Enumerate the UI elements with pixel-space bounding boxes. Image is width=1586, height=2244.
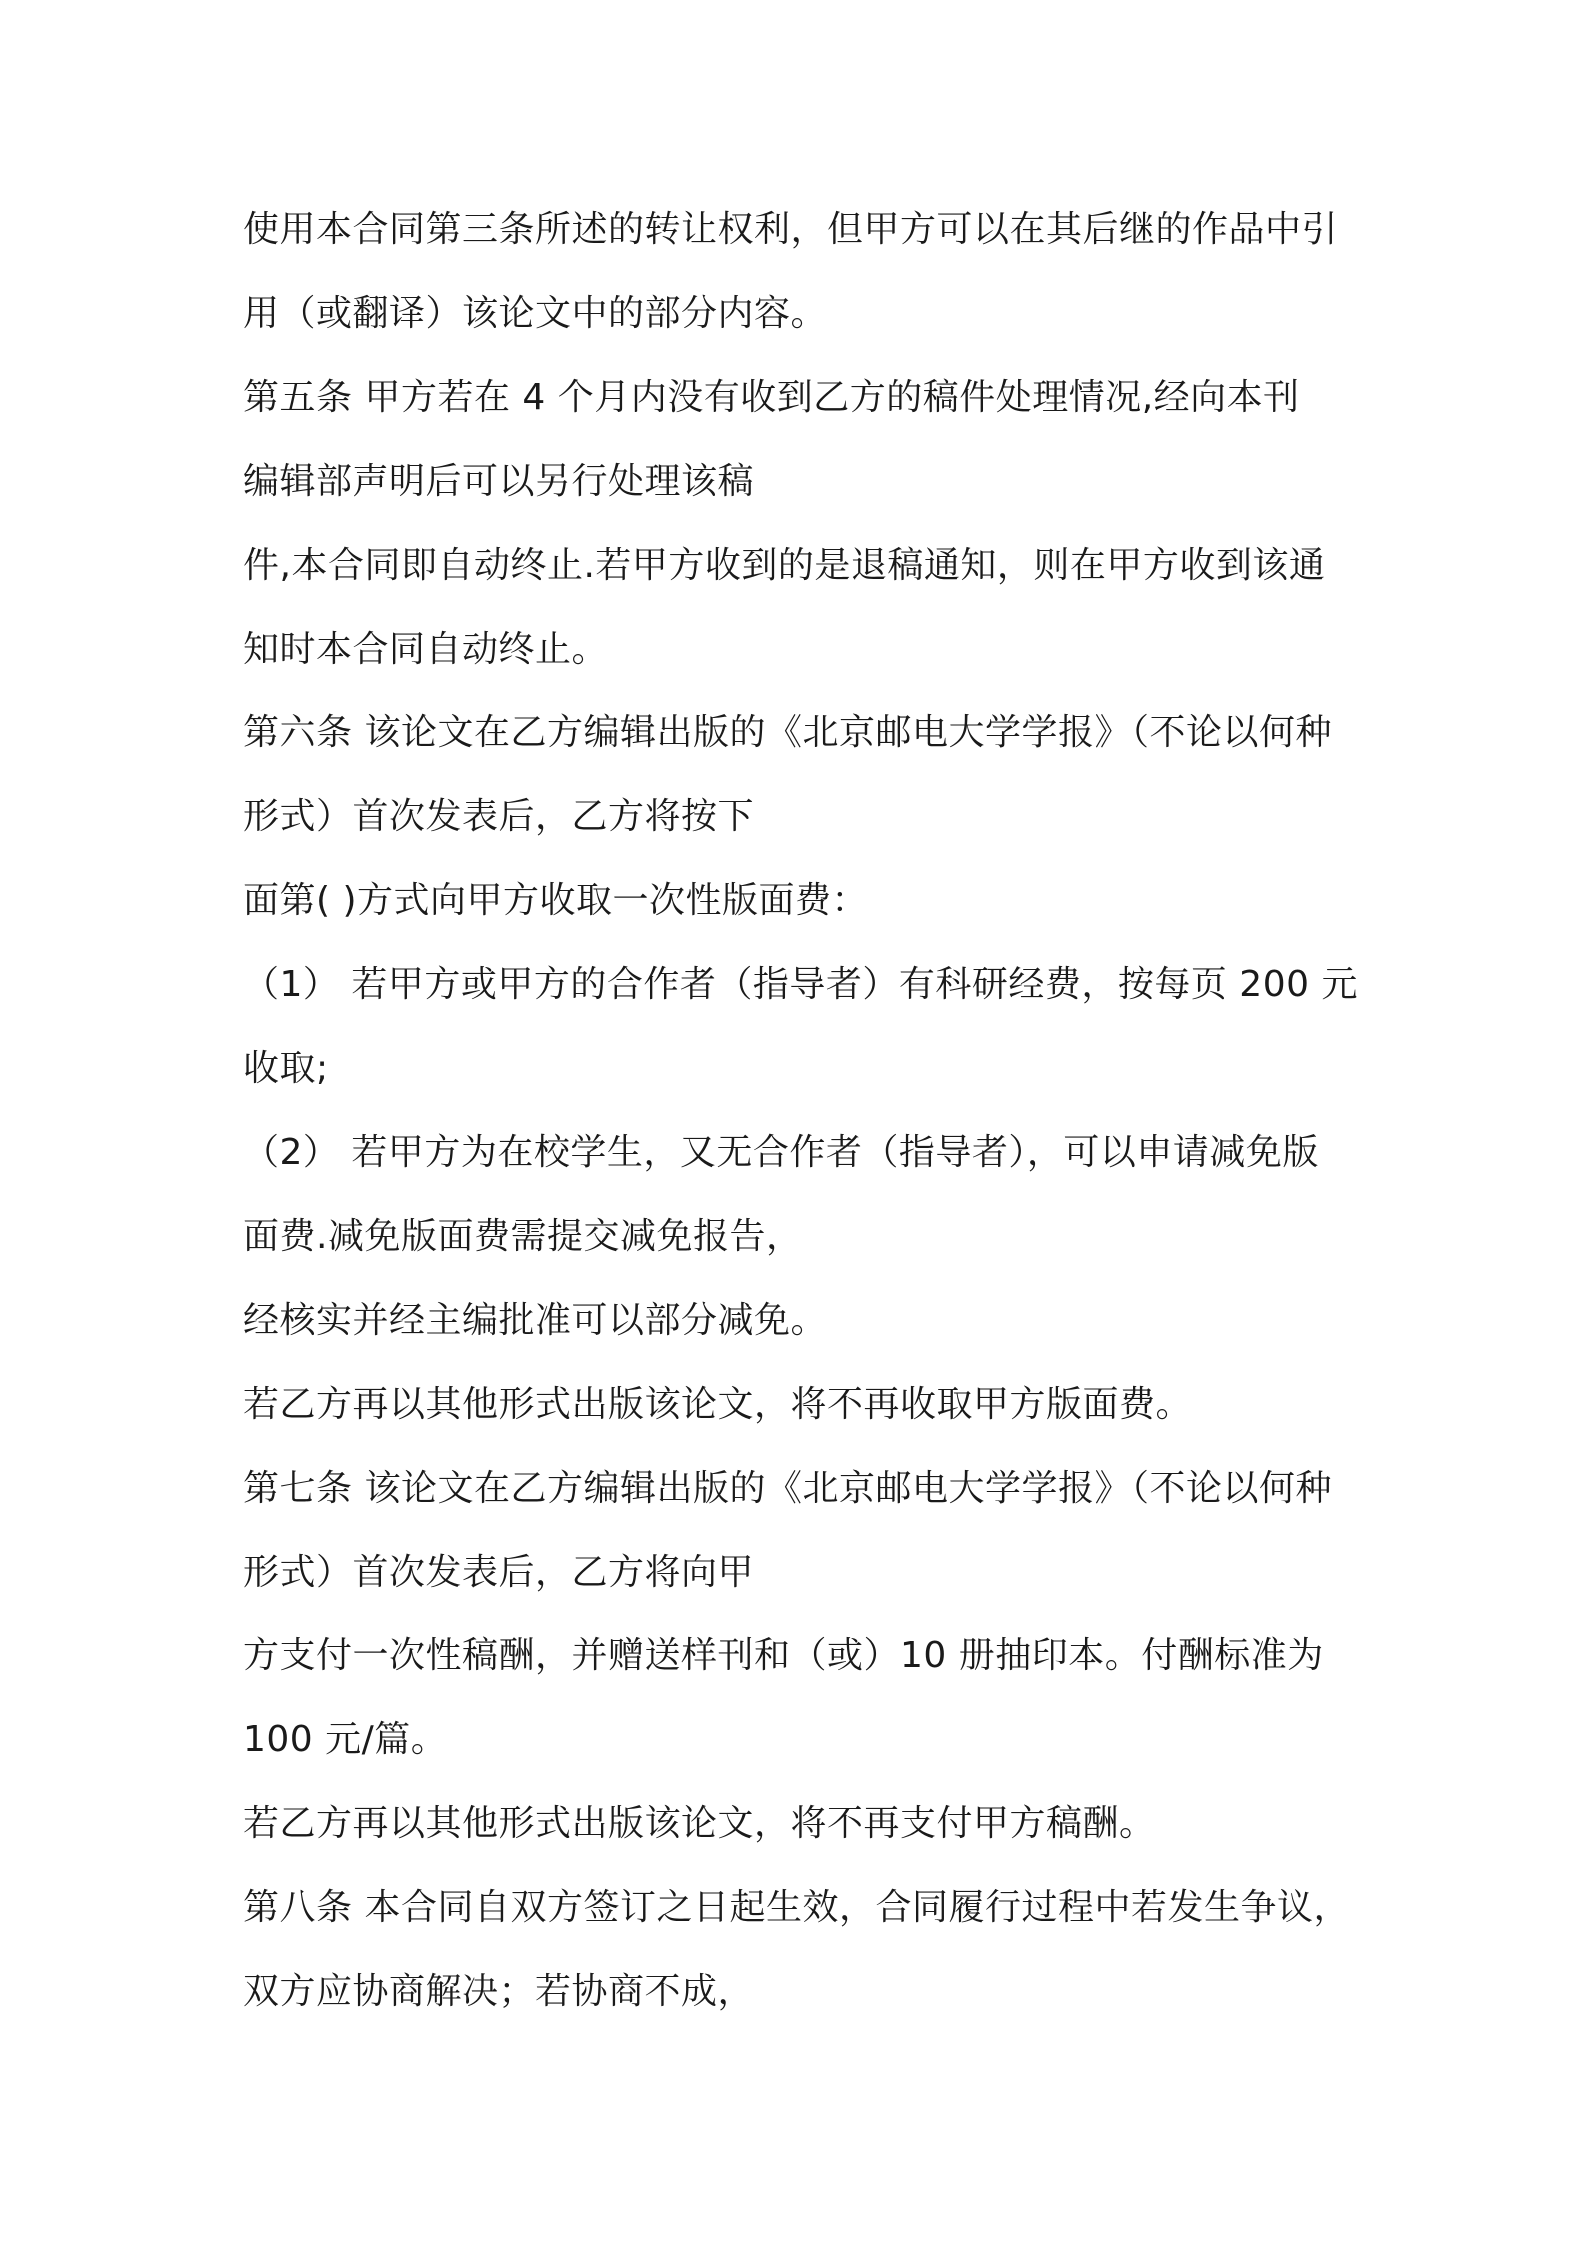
text-line: 经核实并经主编批准可以部分减免。 bbox=[243, 1300, 828, 1341]
text-line: 形式）首次发表后，乙方将向甲 bbox=[243, 1552, 755, 1593]
text-line: （1） 若甲方或甲方的合作者（指导者）有科研经费，按每页 200 元 bbox=[243, 964, 1358, 1005]
text-line: 第八条 本合同自双方签订之日起生效，合同履行过程中若发生争议， bbox=[243, 1887, 1350, 1928]
text-line: 若乙方再以其他形式出版该论文，将不再收取甲方版面费。 bbox=[243, 1384, 1193, 1425]
text-line: 方支付一次性稿酬，并赠送样刊和（或）10 册抽印本。付酬标准为 bbox=[243, 1635, 1324, 1676]
text-line: 用（或翻译）该论文中的部分内容。 bbox=[243, 293, 828, 334]
text-line: 收取; bbox=[243, 1048, 329, 1089]
text-line: 第五条 甲方若在 4 个月内没有收到乙方的稿件处理情况,经向本刊 bbox=[243, 377, 1300, 418]
text-line: 双方应协商解决；若协商不成， bbox=[243, 1971, 755, 2012]
text-line: 第六条 该论文在乙方编辑出版的《北京邮电大学学报》（不论以何种 bbox=[243, 712, 1332, 753]
text-line: 若乙方再以其他形式出版该论文，将不再支付甲方稿酬。 bbox=[243, 1803, 1156, 1844]
text-line: 知时本合同自动终止。 bbox=[243, 629, 609, 670]
text-line: 编辑部声明后可以另行处理该稿 bbox=[243, 461, 755, 502]
text-line: 使用本合同第三条所述的转让权利，但甲方可以在其后继的作品中引 bbox=[243, 209, 1339, 250]
text-line: 件,本合同即自动终止.若甲方收到的是退稿通知，则在甲方收到该通 bbox=[243, 545, 1326, 586]
text-line: 第七条 该论文在乙方编辑出版的《北京邮电大学学报》（不论以何种 bbox=[243, 1468, 1332, 1509]
text-line: 100 元/篇。 bbox=[243, 1719, 448, 1760]
text-line: 面第( )方式向甲方收取一次性版面费： bbox=[243, 880, 869, 921]
text-line: 面费.减免版面费需提交减免报告， bbox=[243, 1216, 803, 1257]
text-line: （2） 若甲方为在校学生，又无合作者（指导者），可以申请减免版 bbox=[243, 1132, 1319, 1173]
text-line: 形式）首次发表后，乙方将按下 bbox=[243, 796, 755, 837]
